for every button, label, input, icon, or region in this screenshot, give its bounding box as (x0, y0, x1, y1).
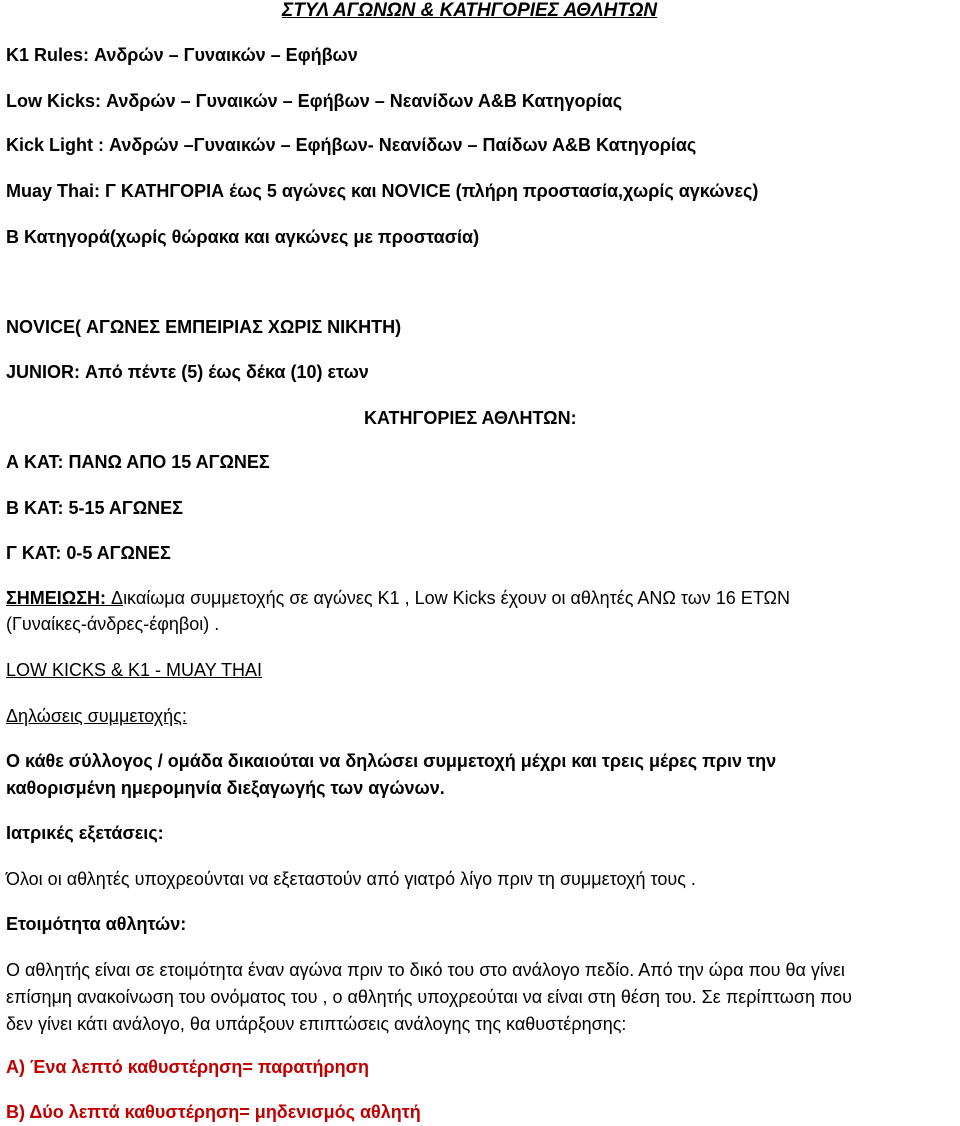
medical-heading: Ιατρικές εξετάσεις: (6, 823, 164, 843)
readiness-text-1: Ο αθλητής είναι σε ετοιμότητα έναν αγώνα πριν το δικό του στο ανάλογο πεδίο. Από την ώρα που θα γίνει (6, 960, 845, 980)
junior-definition: JUNIOR: Από πέντε (5) έως δέκα (10) ετων (6, 362, 369, 382)
category-b: Β ΚΑΤ: 5-15 ΑΓΩΝΕΣ (6, 498, 183, 518)
style-kick-light: Kick Light : Ανδρών –Γυναικών – Εφήβων- Νεανίδων – Παίδων Α&Β Κατηγορίας (6, 135, 697, 155)
penalty-b: Β) Δύο λεπτά καθυστέρηση= μηδενισμός αθλητή (6, 1102, 421, 1122)
section-title: LOW KICKS & K1 - MUAY THAI (6, 660, 263, 680)
readiness-heading: Ετοιμότητα αθλητών: (6, 914, 187, 934)
readiness-text-3: δεν γίνει κάτι ανάλογο, θα υπάρξουν επιπτώσεις ανάλογης της καθυστέρησης: (6, 1014, 627, 1034)
medical-text: Όλοι οι αθλητές υποχρεούνται να εξεταστούν από γιατρό λίγο πριν τη συμμετοχή τους . (6, 869, 696, 889)
novice-definition: NOVICE( ΑΓΩΝΕΣ ΕΜΠΕΙΡΙΑΣ ΧΩΡΙΣ ΝΙΚΗΤΗ) (6, 317, 402, 337)
document-title: ΣΤΥΛ ΑΓΩΝΩΝ & ΚΑΤΗΓΟΡΙΕΣ ΑΘΛΗΤΩΝ (282, 0, 658, 21)
style-k1: K1 Rules: Ανδρών – Γυναικών – Εφήβων (6, 45, 358, 65)
category-a: Α ΚΑΤ: ΠΑΝΩ ΑΠΟ 15 ΑΓΩΝΕΣ (6, 452, 270, 472)
note-text: ικαίωμα συμμετοχής σε αγώνες Κ1 , Low Kicks έχουν οι αθλητές ΑΝΩ των 16 ΕΤΩΝ (123, 588, 790, 608)
declarations-heading: Δηλώσεις συμμετοχής: (6, 706, 187, 726)
readiness-text-2: επίσημη ανακοίνωση του ονόματος του , ο αθλητής υποχρεούται να είναι στη θέση του. Σε περίπτωση που (6, 987, 852, 1007)
style-low-kicks: Low Kicks: Ανδρών – Γυναικών – Εφήβων – Νεανίδων Α&Β Κατηγορίας (6, 91, 623, 111)
penalty-a: Α) Ένα λεπτό καθυστέρηση= παρατήρηση (6, 1057, 369, 1077)
note-underlined-letter: Δ (111, 588, 124, 608)
style-b-category: B Κατηγορά(χωρίς θώρακα και αγκώνες με προστασία) (6, 227, 480, 247)
note-line-1 (6, 587, 790, 609)
note-label: ΣΗΜΕΙΩΣΗ: (6, 588, 112, 608)
category-c: Γ ΚΑΤ: 0-5 ΑΓΩΝΕΣ (6, 543, 171, 563)
categories-heading: ΚΑΤΗΓΟΡΙΕΣ ΑΘΛΗΤΩΝ: (364, 408, 577, 428)
declarations-text-1: Ο κάθε σύλλογος / ομάδα δικαιούται να δηλώσει συμμετοχή μέχρι και τρεις μέρες πριν την (6, 751, 777, 771)
note-line-2: (Γυναίκες-άνδρες-έφηβοι) . (6, 614, 220, 634)
style-muay-thai: Muay Thai: Γ ΚΑΤΗΓΟΡΙΑ έως 5 αγώνες και NOVICE (πλήρη προστασία,χωρίς αγκώνες) (6, 181, 759, 201)
declarations-text-2: καθορισμένη ημερομηνία διεξαγωγής των αγώνων. (6, 778, 445, 798)
